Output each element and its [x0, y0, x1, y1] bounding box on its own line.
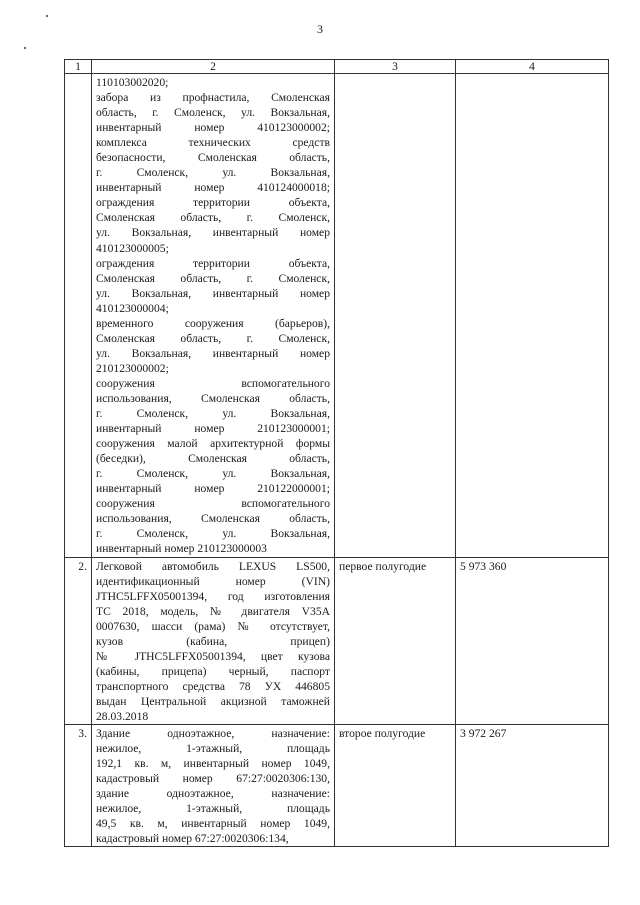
row-amount: 5 973 360 — [456, 557, 609, 725]
description-line: г. Смоленск, ул. Вокзальная, — [96, 467, 330, 481]
description-line: кадастровый номер 67:27:0020306:134, — [96, 832, 289, 846]
description-line: 410123000005; — [96, 241, 169, 255]
description-line: выдан Центральной акцизной таможней — [96, 694, 330, 708]
description-line: нежилое, 1-этажный, площадь — [96, 802, 330, 816]
row-period: второе полугодие — [335, 725, 456, 847]
description-line: ул. Вокзальная, инвентарный номер — [96, 286, 330, 300]
description-line: безопасности, Смоленская область, — [96, 151, 330, 165]
description-line: транспортного средства 78 УХ 446805 — [96, 679, 330, 693]
document-table — [64, 59, 609, 847]
description-line: г. Смоленск, ул. Вокзальная, — [96, 407, 330, 421]
description-line: инвентарный номер 410124000018; — [96, 181, 330, 195]
description-line: JTHC5LFFX05001394, год изготовления — [96, 589, 330, 603]
row-period: первое полугодие — [335, 557, 456, 725]
description-line: 210123000002; — [96, 361, 169, 375]
description-line: инвентарный номер 210123000001; — [96, 422, 330, 436]
scan-speck — [46, 15, 48, 17]
description-line: сооружения малой архитектурной формы — [96, 437, 330, 451]
description-line: использования, Смоленская область, — [96, 391, 330, 405]
table-row — [65, 725, 609, 847]
column-header: 1 — [65, 60, 92, 74]
description-line: г. Смоленск, ул. Вокзальная, — [96, 166, 330, 180]
description-line: Смоленская область, г. Смоленск, — [96, 331, 330, 345]
description-line: здание одноэтажное, назначение: — [96, 787, 330, 801]
description-line: ул. Вокзальная, инвентарный номер — [96, 346, 330, 360]
column-header: 2 — [92, 60, 335, 74]
description-line: (кабины, прицепа) черный, паспорт — [96, 664, 330, 678]
description-line: Смоленская область, г. Смоленск, — [96, 271, 330, 285]
row-period — [335, 74, 456, 558]
description-line: 192,1 кв. м, инвентарный номер 1049, — [96, 757, 330, 771]
row-amount — [456, 74, 609, 558]
row-amount: 3 972 267 — [456, 725, 609, 847]
description-line: временного сооружения (барьеров), — [96, 316, 330, 330]
description-line: сооружения вспомогательного — [96, 376, 330, 390]
description-line: 410123000004; — [96, 301, 169, 315]
description-line: ул. Вокзальная, инвентарный номер — [96, 226, 330, 240]
column-header: 4 — [456, 60, 609, 74]
description-line: область, г. Смоленск, ул. Вокзальная, — [96, 106, 330, 120]
description-line: (беседки), Смоленская область, — [96, 452, 330, 466]
description-line: сооружения вспомогательного — [96, 497, 330, 511]
description-line: кадастровый номер 67:27:0020306:130, — [96, 772, 330, 786]
row-description — [92, 725, 335, 847]
description-line: Здание одноэтажное, назначение: — [96, 727, 330, 741]
description-line: 0007630, шасси (рама) № отсутствует, — [96, 619, 330, 633]
description-line: № JTHC5LFFX05001394, цвет кузова — [96, 649, 330, 663]
description-line: 110103002020; — [96, 76, 169, 89]
scan-speck — [24, 47, 26, 49]
description-line: забора из профнастила, Смоленская — [96, 91, 330, 105]
description-line: г. Смоленск, ул. Вокзальная, — [96, 527, 330, 541]
description-line: нежилое, 1-этажный, площадь — [96, 742, 330, 756]
description-line: 28.03.2018 — [96, 709, 149, 723]
row-description — [92, 74, 335, 558]
description-line: ограждения территории объекта, — [96, 196, 330, 210]
description-line: кузов (кабина, прицеп) — [96, 634, 330, 648]
page-number: 3 — [317, 22, 323, 36]
description-line: инвентарный номер 210123000003 — [96, 542, 267, 556]
description-line: Легковой автомобиль LEXUS LS500, — [96, 559, 330, 573]
table-row — [65, 74, 609, 558]
description-line: использования, Смоленская область, — [96, 512, 330, 526]
description-line: инвентарный номер 410123000002; — [96, 121, 330, 135]
description-line: комплекса технических средств — [96, 136, 330, 150]
row-number: 2. — [65, 557, 92, 725]
row-number — [65, 74, 92, 558]
description-line: ограждения территории объекта, — [96, 256, 330, 270]
table-row — [65, 557, 609, 725]
description-line: Смоленская область, г. Смоленск, — [96, 211, 330, 225]
row-description — [92, 557, 335, 725]
column-header: 3 — [335, 60, 456, 74]
description-line: идентификационный номер (VIN) — [96, 574, 330, 588]
description-line: инвентарный номер 210122000001; — [96, 482, 330, 496]
row-number: 3. — [65, 725, 92, 847]
description-line: 49,5 кв. м, инвентарный номер 1049, — [96, 817, 330, 831]
header-row — [65, 60, 609, 74]
description-line: ТС 2018, модель, № двигателя V35A — [96, 604, 330, 618]
